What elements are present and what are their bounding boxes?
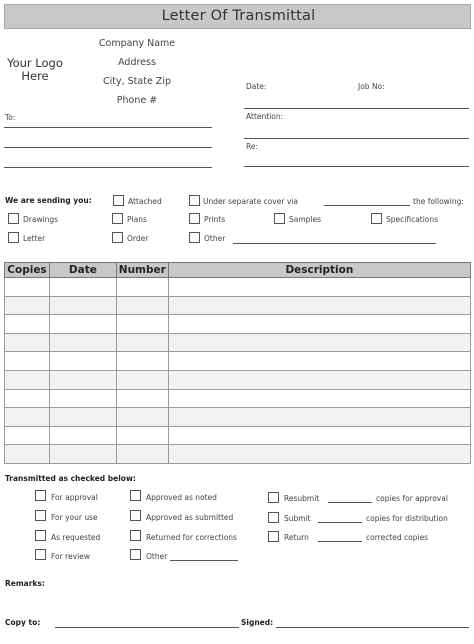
other-transmitted-checkbox[interactable]	[130, 549, 141, 560]
copies-cell[interactable]	[5, 445, 50, 464]
plans-checkbox[interactable]	[112, 213, 123, 224]
for-your-use-checkbox[interactable]	[35, 510, 46, 521]
drawings-checkbox[interactable]	[8, 213, 19, 224]
for-approval-checkbox[interactable]	[35, 490, 46, 501]
table-row	[5, 352, 471, 371]
other-sending-line[interactable]	[233, 243, 436, 244]
other-sending-checkbox[interactable]	[189, 232, 200, 243]
table-row	[5, 278, 471, 297]
number-cell[interactable]	[116, 389, 168, 408]
order-checkbox[interactable]	[112, 232, 123, 243]
date-cell[interactable]	[49, 408, 116, 427]
description-cell[interactable]	[168, 296, 470, 315]
samples-label: Samples	[289, 215, 322, 224]
copies-cell[interactable]	[5, 333, 50, 352]
description-cell[interactable]	[168, 315, 470, 334]
description-cell[interactable]	[168, 333, 470, 352]
number-cell[interactable]	[116, 352, 168, 371]
date-cell[interactable]	[49, 333, 116, 352]
to-label: To:	[5, 113, 16, 122]
copies-cell[interactable]	[5, 408, 50, 427]
attention-label: Attention:	[246, 112, 284, 121]
description-cell[interactable]	[168, 389, 470, 408]
other-sending-label: Other	[204, 234, 226, 243]
logo-line-1: Your Logo	[7, 56, 63, 70]
to-line-2[interactable]	[4, 147, 212, 148]
date-cell[interactable]	[49, 352, 116, 371]
specifications-label: Specifications	[386, 215, 439, 224]
table-header-row	[5, 263, 471, 278]
prints-checkbox[interactable]	[189, 213, 200, 224]
submit-copies-line[interactable]	[318, 522, 362, 523]
signed-line[interactable]	[276, 627, 469, 628]
to-line-1[interactable]	[4, 127, 212, 128]
approved-as-submitted-label: Approved as submitted	[146, 513, 234, 522]
number-cell[interactable]	[116, 315, 168, 334]
number-cell[interactable]	[116, 333, 168, 352]
table-row	[5, 408, 471, 427]
date-cell[interactable]	[49, 426, 116, 445]
re-line[interactable]	[244, 166, 469, 167]
return-copies-line[interactable]	[318, 541, 362, 542]
items-table	[4, 262, 471, 464]
copies-cell[interactable]	[5, 352, 50, 371]
return-checkbox[interactable]	[268, 531, 279, 542]
other-transmitted-label: Other	[146, 552, 168, 561]
for-approval-label: For approval	[51, 493, 98, 502]
table-row	[5, 426, 471, 445]
plans-label: Plans	[127, 215, 147, 224]
number-cell[interactable]	[116, 278, 168, 297]
date-cell[interactable]	[49, 296, 116, 315]
for-your-use-label: For your use	[51, 513, 98, 522]
date-job-line[interactable]	[244, 108, 469, 109]
number-cell[interactable]	[116, 426, 168, 445]
copies-cell[interactable]	[5, 278, 50, 297]
company-address: Address	[118, 57, 156, 68]
date-cell[interactable]	[49, 370, 116, 389]
title-bar	[4, 4, 471, 29]
return-label: Return	[284, 533, 309, 542]
date-cell[interactable]	[49, 315, 116, 334]
copies-header: Copies	[5, 263, 50, 278]
as-requested-label: As requested	[51, 533, 101, 542]
copies-for-approval-label: copies for approval	[376, 494, 448, 503]
letter-checkbox[interactable]	[8, 232, 19, 243]
drawings-label: Drawings	[23, 215, 59, 224]
date-label: Date:	[246, 82, 267, 91]
attached-checkbox[interactable]	[113, 195, 124, 206]
description-cell[interactable]	[168, 426, 470, 445]
under-separate-checkbox[interactable]	[189, 195, 200, 206]
description-cell[interactable]	[168, 370, 470, 389]
via-line[interactable]	[324, 205, 410, 206]
samples-checkbox[interactable]	[274, 213, 285, 224]
re-label: Re:	[246, 142, 259, 151]
other-transmitted-line[interactable]	[170, 560, 238, 561]
company-name: Company Name	[98, 38, 176, 49]
table-row	[5, 315, 471, 334]
job-no-label: Job No:	[358, 82, 385, 91]
submit-checkbox[interactable]	[268, 512, 279, 523]
copy-to-line[interactable]	[55, 627, 239, 628]
remarks-label: Remarks:	[5, 579, 45, 588]
table-row	[5, 333, 471, 352]
attention-line[interactable]	[244, 138, 469, 139]
number-header: Number	[116, 263, 168, 278]
page-title: Letter Of Transmittal	[161, 8, 316, 24]
date-header: Date	[49, 263, 116, 278]
sending-label: We are sending you:	[5, 196, 92, 205]
logo-placeholder	[4, 57, 66, 83]
copies-cell[interactable]	[5, 370, 50, 389]
prints-label: Prints	[204, 215, 226, 224]
letter-label: Letter	[23, 234, 46, 243]
table-row	[5, 296, 471, 315]
returned-for-corrections-checkbox[interactable]	[130, 530, 141, 541]
specifications-checkbox[interactable]	[371, 213, 382, 224]
for-review-label: For review	[51, 552, 90, 561]
attached-label: Attached	[128, 197, 162, 206]
number-cell[interactable]	[116, 408, 168, 427]
number-cell[interactable]	[116, 296, 168, 315]
resubmit-copies-line[interactable]	[328, 502, 372, 503]
to-line-3[interactable]	[4, 167, 212, 168]
number-cell[interactable]	[116, 445, 168, 464]
resubmit-label: Resubmit	[284, 494, 320, 503]
copies-for-distribution-label: copies for distribution	[366, 514, 448, 523]
description-cell[interactable]	[168, 408, 470, 427]
submit-label: Submit	[284, 514, 311, 523]
date-cell[interactable]	[49, 278, 116, 297]
approved-as-noted-checkbox[interactable]	[130, 490, 141, 501]
copies-cell[interactable]	[5, 296, 50, 315]
copies-cell[interactable]	[5, 426, 50, 445]
number-cell[interactable]	[116, 370, 168, 389]
copies-cell[interactable]	[5, 389, 50, 408]
for-review-checkbox[interactable]	[35, 549, 46, 560]
company-city: City, State Zip	[102, 76, 171, 87]
table-row	[5, 370, 471, 389]
returned-for-corrections-label: Returned for corrections	[146, 533, 237, 542]
transmitted-label: Transmitted as checked below:	[5, 474, 136, 483]
description-header: Description	[168, 263, 470, 278]
corrected-copies-label: corrected copies	[366, 533, 429, 542]
resubmit-checkbox[interactable]	[268, 492, 279, 503]
copy-to-label: Copy to:	[5, 618, 41, 627]
copies-cell[interactable]	[5, 315, 50, 334]
table-row	[5, 445, 471, 464]
under-separate-label: Under separate cover via	[203, 197, 298, 206]
logo-line-2: Here	[21, 69, 49, 83]
table-row	[5, 389, 471, 408]
signed-label: Signed:	[241, 618, 274, 627]
order-label: Order	[127, 234, 149, 243]
description-cell[interactable]	[168, 278, 470, 297]
approved-as-submitted-checkbox[interactable]	[130, 510, 141, 521]
company-phone: Phone #	[116, 95, 158, 106]
as-requested-checkbox[interactable]	[35, 530, 46, 541]
date-cell[interactable]	[49, 389, 116, 408]
date-cell[interactable]	[49, 445, 116, 464]
approved-as-noted-label: Approved as noted	[146, 493, 217, 502]
description-cell[interactable]	[168, 445, 470, 464]
description-cell[interactable]	[168, 352, 470, 371]
the-following-label: the following:	[413, 197, 464, 206]
